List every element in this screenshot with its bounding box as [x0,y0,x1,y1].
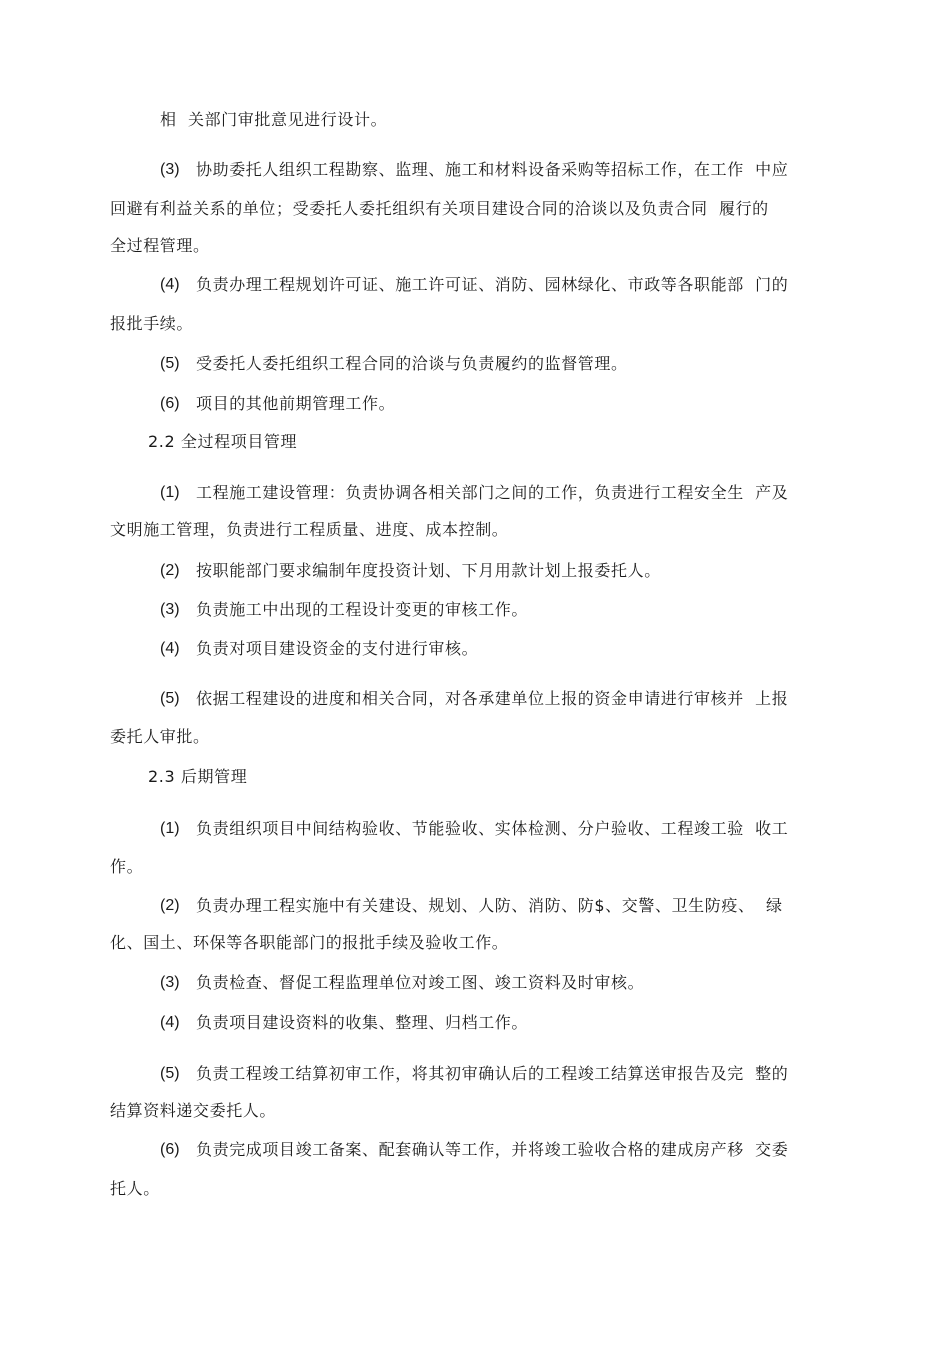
paragraph-line: 结算资料递交委托人。 [110,1101,277,1120]
list-number: (4) [160,276,180,293]
paragraph-line: 负责施工中出现的工程设计变更的审核工作。 [196,600,529,619]
paragraph-line: 负责检查、督促工程监理单位对竣工图、竣工资料及时审核。 [196,973,645,992]
list-number: (6) [160,1141,180,1158]
paragraph-line: 托人。 [110,1179,160,1198]
list-number: (3) [160,601,180,618]
list-number: (1) [160,820,180,837]
paragraph-line: 负责组织项目中间结构验收、节能验收、实体检测、分户验收、工程竣工验 收工 [196,819,789,838]
list-number: (4) [160,1014,180,1031]
paragraph-line: 按职能部门要求编制年度投资计划、下月用款计划上报委托人。 [196,561,661,580]
paragraph-line: 项目的其他前期管理工作。 [196,394,396,413]
list-number: (5) [160,690,180,707]
list-number: (2) [160,562,180,579]
section-heading: 2.2 全过程项目管理 [148,432,298,451]
list-number: (3) [160,161,180,178]
paragraph-line: 全过程管理。 [110,236,210,255]
paragraph-line: 依据工程建设的进度和相关合同，对各承建单位上报的资金申请进行审核并 上报 [196,689,789,708]
list-number: (1) [160,484,180,501]
paragraph-line: 负责工程竣工结算初审工作，将其初审确认后的工程竣工结算送审报告及完 整的 [196,1064,789,1083]
paragraph-line: 协助委托人组织工程勘察、监理、施工和材料设备采购等招标工作，在工作 中应 [196,160,789,179]
list-number: (4) [160,640,180,657]
list-number: (5) [160,355,180,372]
paragraph-line: 相 关部门审批意见进行设计。 [160,110,388,129]
list-number: (3) [160,974,180,991]
paragraph-line: 报批手续。 [110,314,194,333]
paragraph-line: 负责完成项目竣工备案、配套确认等工作，并将竣工验收合格的建成房产移 交委 [196,1140,789,1159]
paragraph-line: 文明施工管理，负责进行工程质量、进度、成本控制。 [110,520,509,539]
paragraph-line: 负责对项目建设资金的支付进行审核。 [196,639,479,658]
list-number: (6) [160,395,180,412]
paragraph-line: 工程施工建设管理：负责协调各相关部门之间的工作，负责进行工程安全生 产及 [196,483,789,502]
paragraph-line: 负责项目建设资料的收集、整理、归档工作。 [196,1013,529,1032]
paragraph-line: 负责办理工程实施中有关建设、规划、人防、消防、防$、交警、卫生防疫、 绿 [196,896,783,915]
paragraph-line: 作。 [110,857,144,876]
paragraph-line: 委托人审批。 [110,727,210,746]
paragraph-line: 负责办理工程规划许可证、施工许可证、消防、园林绿化、市政等各职能部 门的 [196,275,789,294]
list-number: (5) [160,1065,180,1082]
paragraph-line: 受委托人委托组织工程合同的洽谈与负责履约的监督管理。 [196,354,628,373]
list-number: (2) [160,897,180,914]
section-heading: 2.3 后期管理 [148,767,248,786]
paragraph-line: 回避有利益关系的单位；受委托人委托组织有关项目建设合同的洽谈以及负责合同 履行的 [110,199,769,218]
paragraph-line: 化、国土、环保等各职能部门的报批手续及验收工作。 [110,933,509,952]
